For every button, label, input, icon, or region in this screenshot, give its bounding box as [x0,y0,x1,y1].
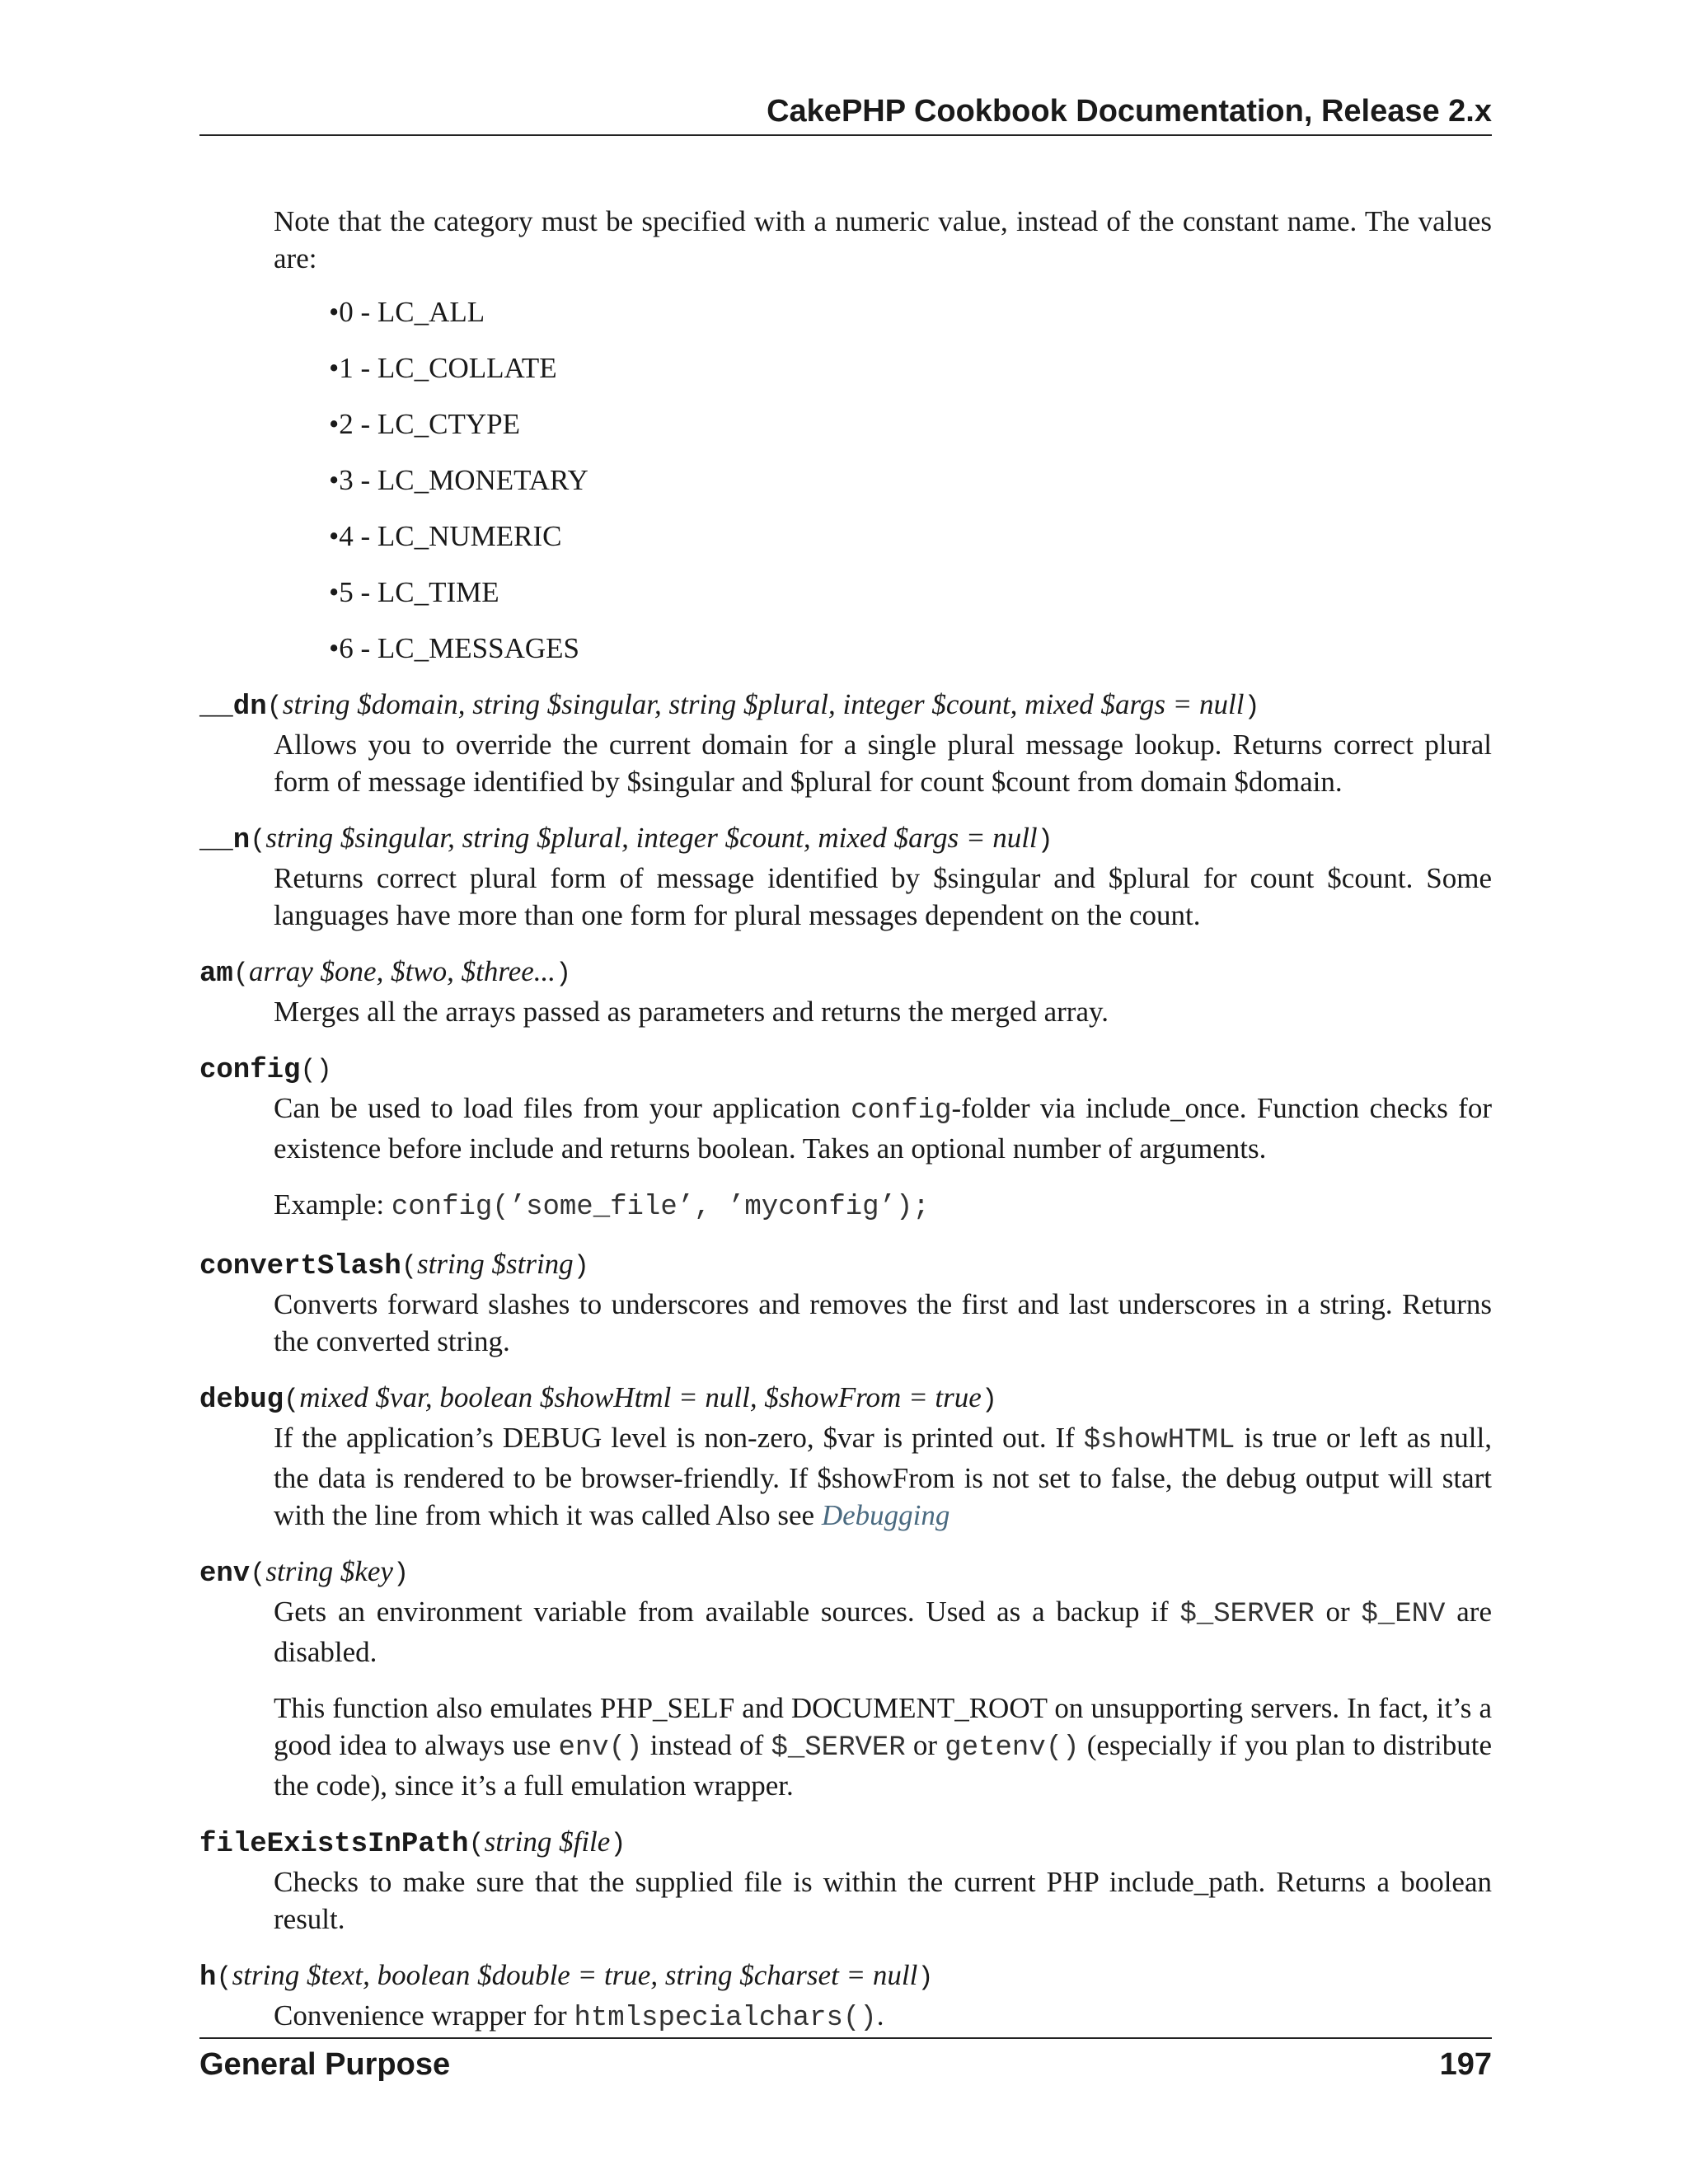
function-params: string $string [417,1248,574,1280]
function-env [199,1553,1492,1804]
function-signature: config() [199,1055,332,1086]
function-name: config [199,1055,301,1086]
description-text: Can be used to load files from your application config-folder via include_once. Function checks for existence before include and returns boolean. Takes an optional number of arguments. [274,1092,1492,1165]
inline-code: $_ENV [1361,1599,1446,1630]
list-item: •0 - LC_ALL [329,296,485,328]
function-dn [199,686,1492,800]
function-name: fileExistsInPath [199,1829,469,1860]
function-am [199,953,1492,1030]
page-content [199,203,1492,2056]
function-n [199,819,1492,934]
function-name: env [199,1558,251,1590]
category-list [329,293,1492,667]
function-params: string $text, boolean $double = true, string $charset = null [232,1959,918,1991]
inline-code: getenv() [945,1732,1080,1764]
function-signature: convertSlash(string $string) [199,1248,589,1282]
function-description [274,726,1492,800]
function-signature: h(string $text, boolean $double = true, string $charset = null) [199,1959,934,1994]
function-name: h [199,1962,217,1994]
inline-code: htmlspecialchars() [574,2003,877,2034]
function-signature: am(array $one, $two, $three...) [199,955,572,990]
function-name: __n [199,825,251,856]
function-params: mixed $var, boolean $showHtml = null, $showFrom = true [299,1381,982,1413]
function-name: __dn [199,691,267,723]
function-signature: fileExistsInPath(string $file) [199,1825,626,1860]
inline-code: config [851,1095,952,1127]
description-text: Merges all the arrays passed as parameters and returns the merged array. [274,996,1109,1028]
example-code: config(’some_file’, ’myconfig’); [391,1192,930,1223]
list-item: •2 - LC_CTYPE [329,408,520,440]
function-name: convertSlash [199,1251,401,1282]
inline-code: $showHTML [1083,1425,1236,1456]
debugging-link[interactable]: Debugging [821,1499,950,1531]
list-item: •5 - LC_TIME [329,576,499,608]
footer-rule [199,2037,1492,2039]
function-signature: debug(mixed $var, boolean $showHtml = null, $showFrom = true) [199,1381,998,1416]
running-footer [199,2042,1492,2087]
category-note [274,203,1492,277]
description-text: Allows you to override the current domain for a single plural message lookup. Returns correct plural form of message identified by $singular and $plural for count $count from domain $domain. [274,729,1492,798]
running-header: CakePHP Cookbook Documentation, Release 2.x [767,94,1492,129]
function-params: string $singular, string $plural, integer $count, mixed $args = null [265,822,1038,854]
function-description [274,1419,1492,1534]
list-item: •1 - LC_COLLATE [329,352,557,384]
function-description [274,1286,1492,1360]
inline-code: env() [558,1732,643,1764]
footer-section-title: General Purpose [199,2047,451,2082]
function-description [274,1090,1492,1226]
header-rule [199,134,1492,136]
category-note-text: Note that the category must be specified with a numeric value, instead of the constant name. The values are: [274,205,1492,274]
function-config [199,1049,1492,1226]
function-fileexistsinpath [199,1823,1492,1938]
description-text: Checks to make sure that the supplied file is within the current PHP include_path. Returns a boolean result. [274,1866,1492,1935]
function-description [274,993,1492,1030]
function-params: array $one, $two, $three... [249,955,556,987]
inline-code: $_SERVER [1179,1599,1315,1630]
list-item: •3 - LC_MONETARY [329,464,588,496]
function-description [274,860,1492,934]
function-signature: __n(string $singular, string $plural, integer $count, mixed $args = null) [199,822,1053,856]
function-convertslash [199,1245,1492,1360]
list-item: •4 - LC_NUMERIC [329,520,562,552]
function-description [274,1863,1492,1938]
description-text: Convenience wrapper for htmlspecialchars(). [274,1999,884,2034]
description-text: Returns correct plural form of message identified by $singular and $plural for count $count. Some languages have more than one form for plural messages dependent on the count. [274,862,1492,931]
list-item: •6 - LC_MESSAGES [329,632,579,664]
function-name: am [199,958,233,990]
function-signature: __dn(string $domain, string $singular, string $plural, integer $count, mixed $args = null) [199,688,1260,723]
description-text: Converts forward slashes to underscores and removes the first and last underscores in a string. Returns the converted string. [274,1288,1492,1357]
function-params: string $key [265,1555,393,1587]
function-description [274,1997,1492,2037]
description-text: If the application’s DEBUG level is non-zero, $var is printed out. If $showHTML is true or left as null, the data is rendered to be browser-friendly. If $showFrom is not set to false, the debug output will start with the line from which it was called Also see Debugging [274,1422,1493,1531]
function-params: string $domain, string $singular, string $plural, integer $count, mixed $args = null [282,688,1245,720]
page-number: 197 [1439,2047,1492,2082]
example-text: Example: config(’some_file’, ’myconfig’); [274,1188,930,1223]
inline-code: $_SERVER [771,1732,906,1764]
function-description [274,1593,1492,1804]
function-params: string $file [484,1825,611,1858]
description-text: Gets an environment variable from available sources. Used as a backup if $_SERVER or $_ENV are disabled. [274,1596,1492,1668]
function-debug [199,1379,1492,1534]
description-text: This function also emulates PHP_SELF and DOCUMENT_ROOT on unsupporting servers. In fact, it’s a good idea to always use env() instead of $_SERVER or getenv() (especially if you plan to distribute the code), since it’s a full emulation wrapper. [274,1692,1493,1802]
function-h [199,1957,1492,2037]
function-name: debug [199,1385,284,1416]
function-signature: env(string $key) [199,1555,410,1590]
